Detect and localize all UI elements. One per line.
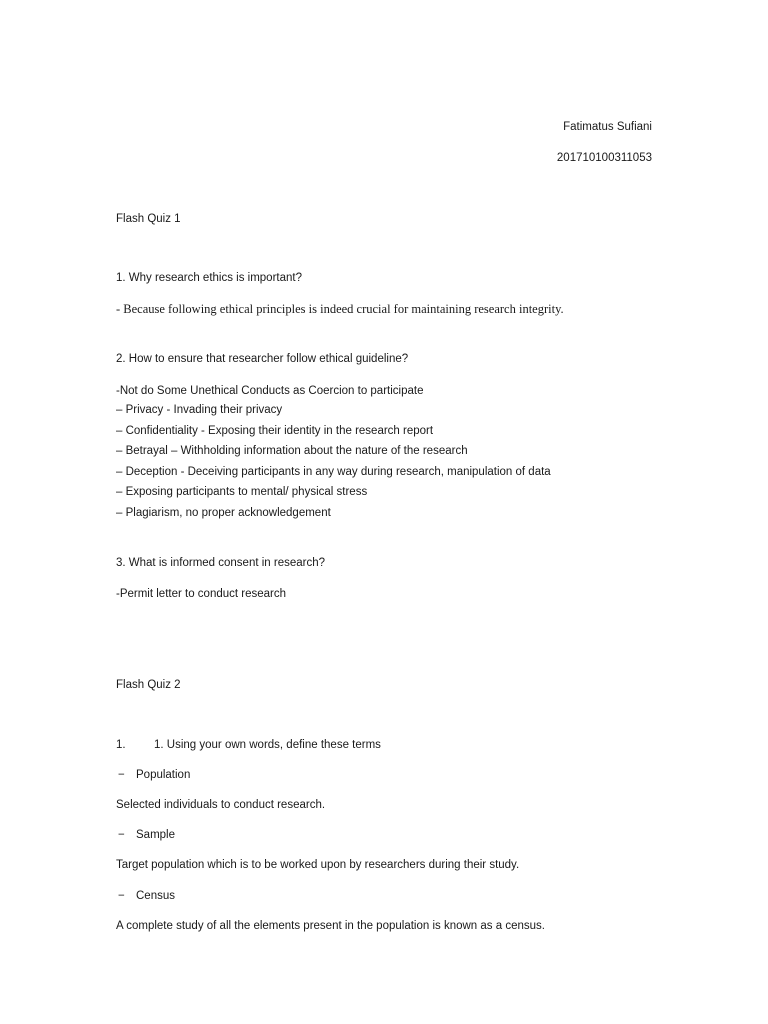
term-definition: Target population which is to be worked upon by researchers during their study. (116, 859, 520, 871)
list-number: 1. (116, 739, 126, 751)
bullet-dash: − (118, 890, 125, 902)
term-label: Population (136, 769, 191, 781)
quiz1-question-2: 2. How to ensure that researcher follow ethical guideline? (116, 353, 409, 365)
author-name: Fatimatus Sufiani (563, 121, 652, 133)
quiz1-answer-2-line: – Privacy - Invading their privacy (116, 404, 283, 416)
term-heading (118, 828, 175, 842)
student-id: 201710100311053 (556, 152, 652, 164)
quiz2-title: Flash Quiz 2 (116, 679, 181, 691)
bullet-dash: − (118, 829, 125, 841)
term-definition: Selected individuals to conduct research. (116, 799, 326, 811)
term-label: Census (136, 890, 175, 902)
quiz1-answer-3: -Permit letter to conduct research (116, 588, 287, 600)
quiz1-answer-2-line: – Deception - Deceiving participants in any way during research, manipulation of data (116, 466, 551, 478)
term-label: Sample (136, 829, 175, 841)
quiz1-answer-2-line: – Betrayal – Withholding information about the nature of the research (116, 445, 468, 457)
bullet-dash: − (118, 769, 125, 781)
quiz1-question-1: 1. Why research ethics is important? (116, 272, 302, 284)
term-definition: A complete study of all the elements present in the population is known as a census. (116, 920, 545, 932)
quiz1-answer-2-line: – Plagiarism, no proper acknowledgement (116, 507, 331, 519)
quiz1-question-3: 3. What is informed consent in research? (116, 557, 326, 569)
quiz1-answer-2-line: – Exposing participants to mental/ physical stress (116, 486, 368, 498)
term-heading (118, 768, 190, 782)
quiz1-answer-2-line: – Confidentiality - Exposing their identity in the research report (116, 425, 434, 437)
quiz1-title: Flash Quiz 1 (116, 213, 181, 225)
quiz2-question-1 (116, 738, 381, 752)
question-text: 1. Using your own words, define these terms (154, 739, 381, 751)
quiz1-answer-1: - Because following ethical principles is indeed crucial for maintaining research integrity. (116, 302, 564, 316)
quiz1-answer-2-line: -Not do Some Unethical Conducts as Coercion to participate (116, 385, 424, 397)
term-heading (118, 889, 175, 903)
